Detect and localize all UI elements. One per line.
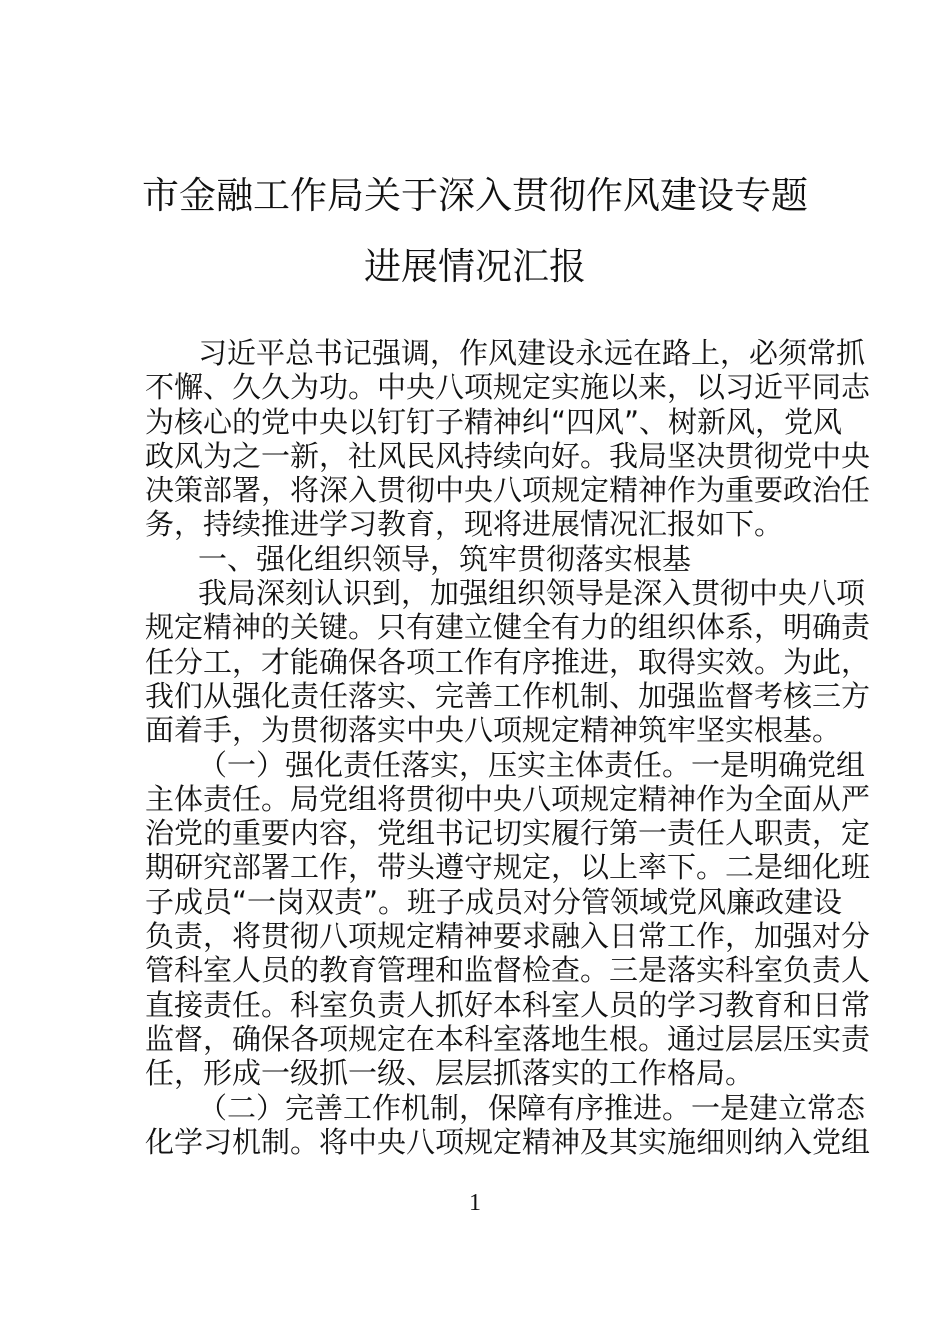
body-line: 监督，确保各项规定在本科室落地生根。通过层层压实责	[145, 1021, 871, 1056]
body-line: 面着手，为贯彻落实中央八项规定精神筑牢坚实根基。	[145, 713, 842, 748]
body-line: 直接责任。科室负责人抓好本科室人员的学习教育和日常	[145, 987, 871, 1022]
body-line: 务，持续推进学习教育，现将进展情况汇报如下。	[145, 507, 784, 542]
body-line: 主体责任。局党组将贯彻中央八项规定精神作为全面从严	[145, 781, 871, 816]
document-title-line-2: 进展情况汇报	[364, 245, 586, 288]
body-line: 任分工，才能确保各项工作有序推进，取得实效。为此，	[145, 644, 871, 679]
body-line: 化学习机制。将中央八项规定精神及其实施细则纳入党组	[145, 1124, 871, 1159]
body-line: 任，形成一级抓一级、层层抓落实的工作格局。	[145, 1056, 755, 1091]
body-line: 决策部署，将深入贯彻中央八项规定精神作为重要政治任	[145, 473, 871, 508]
body-line: 一、强化组织领导，筑牢贯彻落实根基	[198, 541, 692, 576]
body-line: 负责，将贯彻八项规定精神要求融入日常工作，加强对分	[145, 919, 871, 954]
body-line: 我局深刻认识到，加强组织领导是深入贯彻中央八项	[198, 576, 866, 611]
page-number: 1	[469, 1190, 481, 1216]
body-line: 政风为之一新，社风民风持续向好。我局坚决贯彻党中央	[145, 438, 871, 473]
body-line: 治党的重要内容，党组书记切实履行第一责任人职责，定	[145, 816, 871, 851]
body-line: 子成员“一岗双责”。班子成员对分管领域党风廉政建设	[145, 884, 843, 919]
body-line: 规定精神的关键。只有建立健全有力的组织体系，明确责	[145, 610, 871, 645]
body-line: 习近平总书记强调，作风建设永远在路上，必须常抓	[198, 336, 866, 370]
body-line: 我们从强化责任落实、完善工作机制、加强监督考核三方	[145, 678, 871, 713]
body-line: 期研究部署工作，带头遵守规定，以上率下。二是细化班	[145, 850, 871, 885]
document-body	[145, 336, 871, 1159]
document-title-line-1: 市金融工作局关于深入贯彻作风建设专题	[142, 174, 808, 217]
body-line: （一）强化责任落实，压实主体责任。一是明确党组	[198, 747, 866, 782]
body-line: （二）完善工作机制，保障有序推进。一是建立常态	[198, 1090, 866, 1125]
body-line: 为核心的党中央以钉钉子精神纠“四风”、树新风，党风	[145, 404, 843, 439]
body-line: 不懈、久久为功。中央八项规定实施以来，以习近平同志	[145, 370, 871, 405]
body-line: 管科室人员的教育管理和监督检查。三是落实科室负责人	[145, 953, 871, 988]
